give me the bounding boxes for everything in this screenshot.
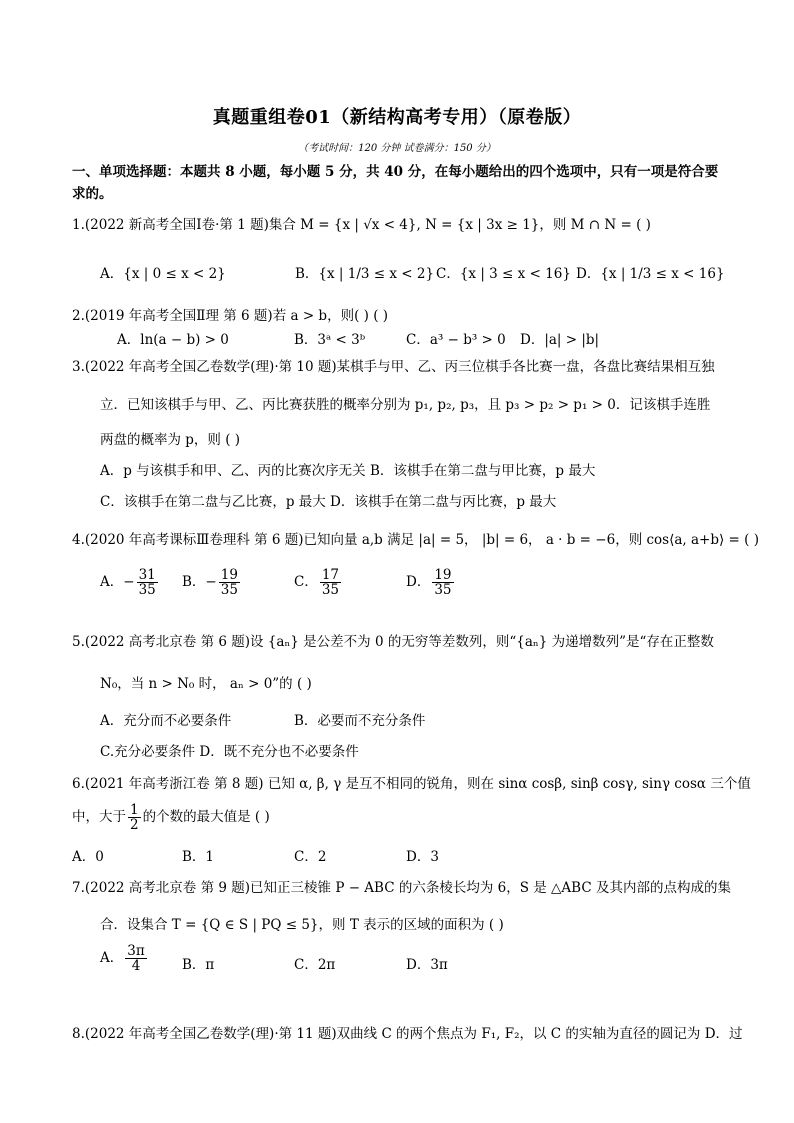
text-segment: 中，大于 xyxy=(72,809,126,826)
option-label: A． xyxy=(100,266,124,282)
option-label: A． xyxy=(100,950,124,967)
option-label: B． xyxy=(294,332,318,348)
fraction xyxy=(432,568,453,597)
numerator: 1 xyxy=(130,802,139,818)
question-5-line-1: 5.(2022 高考北京卷 第 6 题)设 {aₙ} 是公差不为 0 的无穷等差数列，则“{aₙ} 为递增数列”是“存在正整数 xyxy=(72,634,714,650)
option-text: {x | 3 ≤ x < 16} xyxy=(459,266,571,282)
question-7-line-2: 合．设集合 T = {Q ∈ S | PQ ≤ 5}，则 T 表示的区域的面积为 ( ) xyxy=(100,917,504,933)
q7-option-d: D．3π xyxy=(406,957,448,973)
denominator: 4 xyxy=(131,958,141,975)
option-label: B． xyxy=(295,266,319,282)
option-text: {x | 1/3 ≤ x < 16} xyxy=(600,266,725,282)
numerator: 17 xyxy=(321,567,340,583)
option-label: B． xyxy=(182,574,206,591)
q6-option-d: D．3 xyxy=(406,849,439,865)
q4-option-b xyxy=(182,568,242,597)
option-text: |a| > |b| xyxy=(544,332,600,348)
denominator: 35 xyxy=(321,582,340,599)
exam-info: （考试时间：120 分钟 试卷满分：150 分） xyxy=(298,143,496,154)
q2-option-a xyxy=(117,328,229,348)
q7-option-c: C．2π xyxy=(294,957,336,973)
q6-option-a: A．0 xyxy=(72,849,104,865)
q1-option-b xyxy=(295,262,434,282)
fraction xyxy=(320,568,341,597)
question-8-line-1: 8.(2022 年高考全国乙卷数学(理)·第 11 题)双曲线 C 的两个焦点为 F₁, F₂，以 C 的实轴为直径的圆记为 D．过 xyxy=(72,1026,743,1042)
question-2-stem: 2.(2019 年高考全国Ⅱ理 第 6 题)若 a > b，则( ) ( ) xyxy=(72,308,389,324)
option-text: 3ᵃ < 3ᵇ xyxy=(317,332,366,348)
numerator: 19 xyxy=(220,567,238,583)
question-3-line-2: 立．已知该棋手与甲、乙、丙比赛获胜的概率分别为 p₁, p₂, p₃，且 p₃ > p₂ > p₁ > 0．记该棋手连胜 xyxy=(100,397,711,413)
text-segment: 的个数的最大值是 ( ) xyxy=(142,809,270,826)
option-label: D． xyxy=(576,266,601,282)
numerator: 31 xyxy=(138,567,156,583)
option-text: {x | 0 ≤ x < 2} xyxy=(123,266,226,282)
question-1-stem: 1.(2022 新高考全国Ⅰ卷·第 1 题)集合 M = {x | √x < 4}, N = {x | 3x ≥ 1}，则 M ∩ N = ( ) xyxy=(72,217,651,233)
q4-option-d xyxy=(406,568,456,597)
denominator: 2 xyxy=(130,817,139,834)
option-label: C． xyxy=(406,332,430,348)
option-label: C． xyxy=(294,574,318,591)
q4-option-a xyxy=(100,568,160,597)
fraction xyxy=(219,568,240,597)
numerator: 19 xyxy=(434,567,452,583)
question-5-line-2: N₀，当 n > N₀ 时， aₙ > 0”的 ( ) xyxy=(100,676,312,692)
denominator: 35 xyxy=(434,582,452,599)
section-heading: 一、单项选择题：本题共 8 小题，每小题 5 分，共 40 分，在每小题给出的四个选项中，只有一项是符合要 xyxy=(72,164,719,180)
question-6-line-1: 6.(2021 年高考浙江卷 第 8 题) 已知 α, β, γ 是互不相同的锐角，则在 sinα cosβ, sinβ cosγ, sinγ cosα 三个值 xyxy=(72,776,751,792)
section-heading-cont: 求的。 xyxy=(72,186,113,202)
option-text: ln(a − b) > 0 xyxy=(140,332,229,348)
q2-option-d xyxy=(520,328,599,348)
option-label: D． xyxy=(406,574,431,591)
option-text: {x | 1/3 ≤ x < 2} xyxy=(318,266,435,282)
question-6-line-2 xyxy=(72,803,270,832)
fraction-one-half xyxy=(128,803,141,832)
q5-option-b: B．必要而不充分条件 xyxy=(294,713,426,729)
option-label: A． xyxy=(100,574,124,591)
question-3-line-1: 3.(2022 年高考全国乙卷数学(理)·第 10 题)某棋手与甲、乙、丙三位棋手各比赛一盘，各盘比赛结果相互独 xyxy=(72,359,715,375)
page-title: 真题重组卷01（新结构高考专用）（原卷版） xyxy=(212,107,582,128)
option-sign: − xyxy=(205,574,217,591)
denominator: 35 xyxy=(138,582,156,599)
question-3-line-3: 两盘的概率为 p，则 ( ) xyxy=(100,432,241,448)
fraction xyxy=(125,944,146,973)
q3-options-ab: A．p 与该棋手和甲、乙、丙的比赛次序无关 B．该棋手在第二盘与甲比赛，p 最大 xyxy=(100,463,596,479)
fraction xyxy=(137,568,158,597)
q2-option-b xyxy=(294,328,365,348)
question-4-stem: 4.(2020 年高考课标Ⅲ卷理科 第 6 题)已知向量 a,b 满足 |a| = 5， |b| = 6， a · b = −6，则 cos⟨a, a+b⟩ = ( ) xyxy=(72,532,759,548)
q1-option-c xyxy=(436,262,571,282)
numerator: 3π xyxy=(127,943,145,959)
q3-options-cd: C．该棋手在第二盘与乙比赛，p 最大 D．该棋手在第二盘与丙比赛，p 最大 xyxy=(100,494,557,510)
q7-option-b: B．π xyxy=(182,957,215,973)
option-label: D． xyxy=(520,332,545,348)
question-7-line-1: 7.(2022 高考北京卷 第 9 题)已知正三棱锥 P − ABC 的六条棱长均为 6，S 是 △ABC 及其内部的点构成的集 xyxy=(72,880,731,896)
option-text: a³ − b³ > 0 xyxy=(429,332,506,348)
q1-option-d xyxy=(576,262,725,282)
option-sign: − xyxy=(123,574,135,591)
q6-option-b: B．1 xyxy=(182,849,215,865)
q6-option-c: C．2 xyxy=(294,849,327,865)
q4-option-c xyxy=(294,568,343,597)
q7-option-a xyxy=(100,944,149,973)
q5-options-cd: C.充分必要条件 D．既不充分也不必要条件 xyxy=(100,744,359,760)
q2-option-c xyxy=(406,328,506,348)
option-label: C． xyxy=(436,266,460,282)
option-label: A． xyxy=(117,332,141,348)
q1-option-a xyxy=(100,262,226,282)
q5-option-a: A．充分而不必要条件 xyxy=(100,713,232,729)
denominator: 35 xyxy=(220,582,238,599)
